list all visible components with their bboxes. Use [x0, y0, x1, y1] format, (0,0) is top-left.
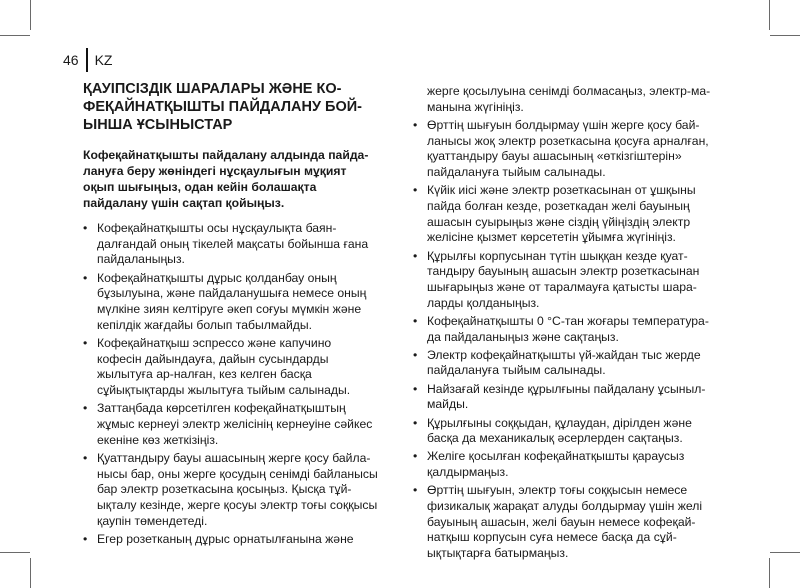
list-item: • Өрттің шығуын болдырмау үшін жерге қосу бай-ланысы жоқ электр розеткасына қосуға арналған, қуаттандыру бауы ашасының «өткізгіштерін» пайдалануға тыйым салынады. [413, 117, 709, 180]
bullet-icon: • [83, 335, 88, 350]
list-item: • Электр кофеқайнатқышты үй-жайдан тыс жерде пайдалануға тыйым салынады. [413, 347, 701, 378]
safety-list-right [413, 118, 718, 562]
bullet-icon: • [83, 531, 88, 546]
bullet-icon: • [413, 381, 418, 396]
list-item: • Құрылғы корпусынан түтін шыққан кезде қуат-тандыру бауының ашасын электр розеткасынан шығарыңыз және от таралмауға қатысты шара-ларды қолданыңыз. [413, 248, 700, 310]
bullet-icon: • [413, 313, 418, 328]
crop-mark [769, 0, 770, 30]
list-item: • Желіге қосылған кофеқайнатқышты қараусыз қалдырмаңыз. [413, 449, 685, 480]
bullet-icon: • [413, 248, 418, 263]
crop-mark [30, 0, 31, 30]
left-column [83, 80, 378, 550]
intro-paragraph: Кофеқайнатқышты пайдалану алдында пайда-лануға беру жөніндегі нұсқаулығын мұқият оқып шығыңыз, одан кейін болашақта пайдалану үшін сақтап қойыңыз. [83, 148, 369, 210]
list-item: • Заттаңбада көрсетілген кофеқайнатқыштың жұмыс кернеуі электр желісінің кернеуіне сәйкес екеніне көз жеткізіңіз. [83, 401, 373, 447]
list-item: • Егер розетканың дұрыс орнатылғанына және [83, 531, 354, 546]
list-item: • Кофеқайнатқышты дұрыс қолданбау оның бұзылуына, және пайдаланушыға немесе оның мүлкіне зиян келтіруге әкеп соғуы мүмкін және кепілдік жағдайы болып табылмайды. [83, 270, 367, 332]
list-item: • Күйік иісі және электр розеткасынан от ұшқыны пайда болған кезде, розеткадан желі бауының ашасын суырыңыз және сіздің үйіңіздің электр желісіне қызмет көрсететін ұйымға жүгініңіз. [413, 183, 696, 245]
list-item: • Кофеқайнатқыш эспрессо және капучино кофесін дайындауға, дайын сусындарды жылытуға ар-налған, кез келген басқа сұйықтықтарды жылытуға тыйым салынады. [83, 335, 351, 398]
bullet-icon: • [413, 483, 418, 498]
crop-mark [770, 552, 800, 553]
crop-mark [770, 35, 800, 36]
crop-mark [0, 552, 30, 553]
list-item: • Өрттің шығуын, электр тоғы соққысын немесе физикалық жарақат алуды болдырмау үшін желі бауының ашасын, желі бауын немесе кофеқай-натқыш корпусын суға немесе басқа да сұй-ықтықтарға батырмаңыз. [413, 483, 703, 561]
bullet-icon: • [413, 415, 418, 430]
bullet-icon: • [83, 401, 88, 416]
list-item: • Қуаттандыру бауы ашасының жерге қосу байла-нысы бар, оны жерге қосудың сенімді байланысы бар электр розеткасына қосыңыз. Қысқа тұй-ықталу кезінде, жерге қосуы электр тоғы соққысы қаупін төмендетеді. [83, 450, 378, 528]
bullet-icon: • [83, 270, 88, 285]
page-header [63, 47, 112, 73]
section-title: ҚАУІПСІЗДІК ШАРАЛАРЫ ЖӘНЕ КО-ФЕҚАЙНАТҚЫШТЫ ПАЙДАЛАНУ БОЙ-ЫНША ҰСЫНЫСТАР [83, 81, 362, 133]
bullet-icon: • [83, 450, 88, 465]
crop-mark [769, 558, 770, 588]
bullet-icon: • [413, 449, 418, 464]
bullet-icon: • [413, 183, 418, 198]
safety-list-left [83, 221, 378, 548]
bullet-icon: • [83, 221, 88, 235]
bullet-icon: • [413, 117, 418, 132]
bullet-icon: • [413, 347, 418, 362]
crop-mark [0, 35, 30, 36]
header-divider [86, 48, 88, 72]
list-item: • Құрылғыны соққыдан, құлаудан, дірілден және басқа да механикалық әсерлерден сақтаңыз. [413, 415, 692, 446]
crop-mark [30, 558, 31, 588]
list-item-continuation: жерге қосылуына сенімді болмасаңыз, электр-ма-манына жүгініңіз. [427, 84, 711, 114]
language-code: KZ [94, 52, 113, 68]
list-item: • Найзағай кезінде құрылғыны пайдалану ұсыныл-майды. [413, 381, 706, 412]
list-item: • Кофеқайнатқышты осы нұсқаулықта баян-далғандай оның тікелей мақсаты бойынша ғана пайдаланыңыз. [83, 221, 369, 267]
right-column [413, 84, 718, 564]
page-number: 46 [63, 52, 79, 68]
list-item: • Кофеқайнатқышты 0 °С-тан жоғары температура-да пайдаланыңыз және сақтаңыз. [413, 313, 709, 344]
